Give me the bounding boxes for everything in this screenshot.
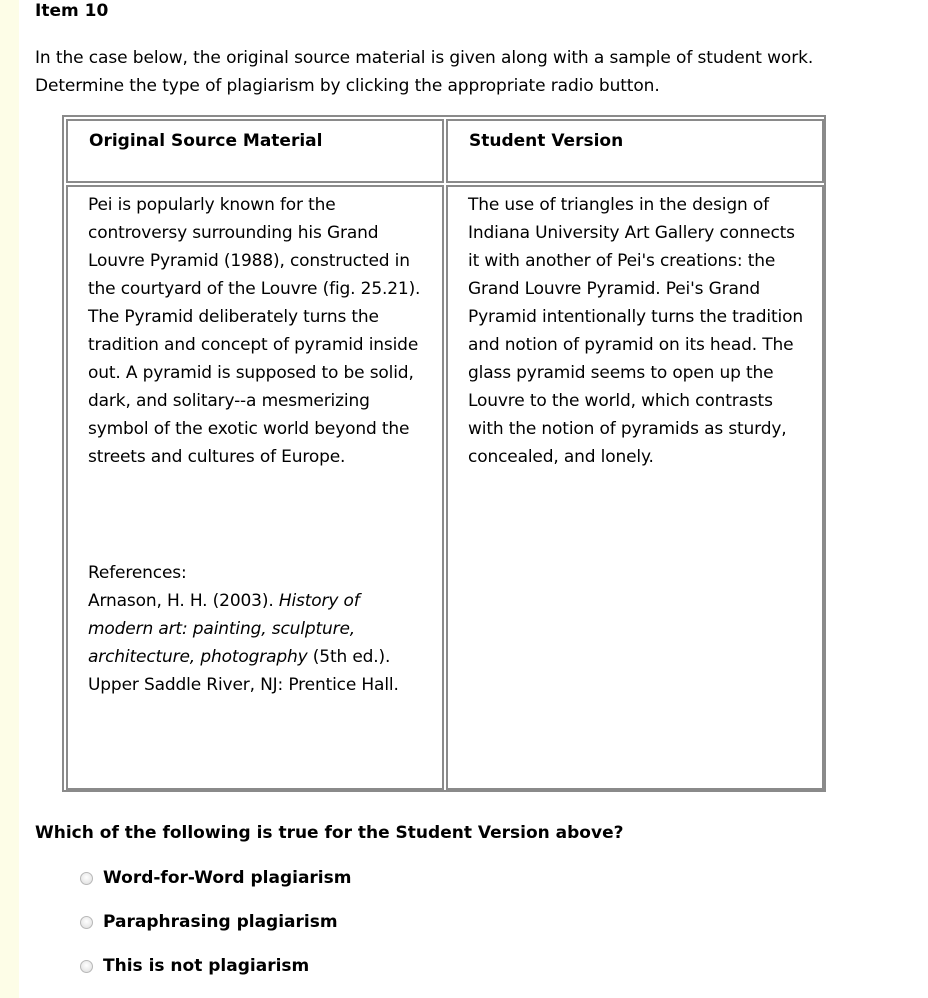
references-citation <box>88 587 428 699</box>
case-table <box>62 115 826 792</box>
radio-paraphrasing[interactable] <box>80 916 93 929</box>
answer-options <box>80 864 351 996</box>
original-header-cell <box>66 119 444 183</box>
option-not-plagiarism[interactable] <box>80 952 351 996</box>
radio-word-for-word[interactable] <box>80 872 93 885</box>
option-word-for-word[interactable] <box>80 864 351 908</box>
option-paraphrasing[interactable] <box>80 908 351 952</box>
references-label: References: <box>88 563 187 583</box>
citation-book-title: History of modern art: painting, sculpture, architecture, photography <box>88 591 360 667</box>
student-version-cell <box>446 185 824 790</box>
original-source-cell <box>66 185 444 790</box>
student-version-text: The use of triangles in the design of Indiana University Art Gallery connects it with another of Pei's creations: the Grand Louvre Pyramid. Pei's Grand Pyramid intentionally turns the tradition and notion of pyramid on its head. The glass pyramid seems to open up the Louvre to the world, which contrasts with the notion of pyramids as sturdy, concealed, and lonely. <box>468 195 803 467</box>
student-header-cell <box>446 119 824 183</box>
instructions-text: In the case below, the original source material is given along with a sample of student work. Determine the type of plagiarism by clicking the appropriate radio button. <box>35 48 814 96</box>
item-title: Item 10 <box>35 1 109 21</box>
question-text: Which of the following is true for the Student Version above? <box>35 823 624 843</box>
option-not-plagiarism-label[interactable]: This is not plagiarism <box>103 956 310 976</box>
original-source-text: Pei is popularly known for the controversy surrounding his Grand Louvre Pyramid (1988), constructed in the courtyard of the Louvre (fig. 25.21). The Pyramid deliberately turns the tradition and concept of pyramid inside out. A pyramid is supposed to be solid, dark, and solitary--a mesmerizing symbol of the exotic world beyond the streets and cultures of Europe. <box>88 195 421 467</box>
original-header: Original Source Material <box>89 131 323 151</box>
option-paraphrasing-label[interactable]: Paraphrasing plagiarism <box>103 912 338 932</box>
references-block <box>88 559 428 699</box>
radio-not-plagiarism[interactable] <box>80 960 93 973</box>
option-word-for-word-label[interactable]: Word-for-Word plagiarism <box>103 868 352 888</box>
citation-edition: (5th ed.). Upper Saddle River, NJ: Prentice Hall. <box>88 647 399 695</box>
left-margin-stripe <box>0 0 19 998</box>
citation-author-year: Arnason, H. H. (2003). <box>88 591 274 611</box>
student-header: Student Version <box>469 131 624 151</box>
